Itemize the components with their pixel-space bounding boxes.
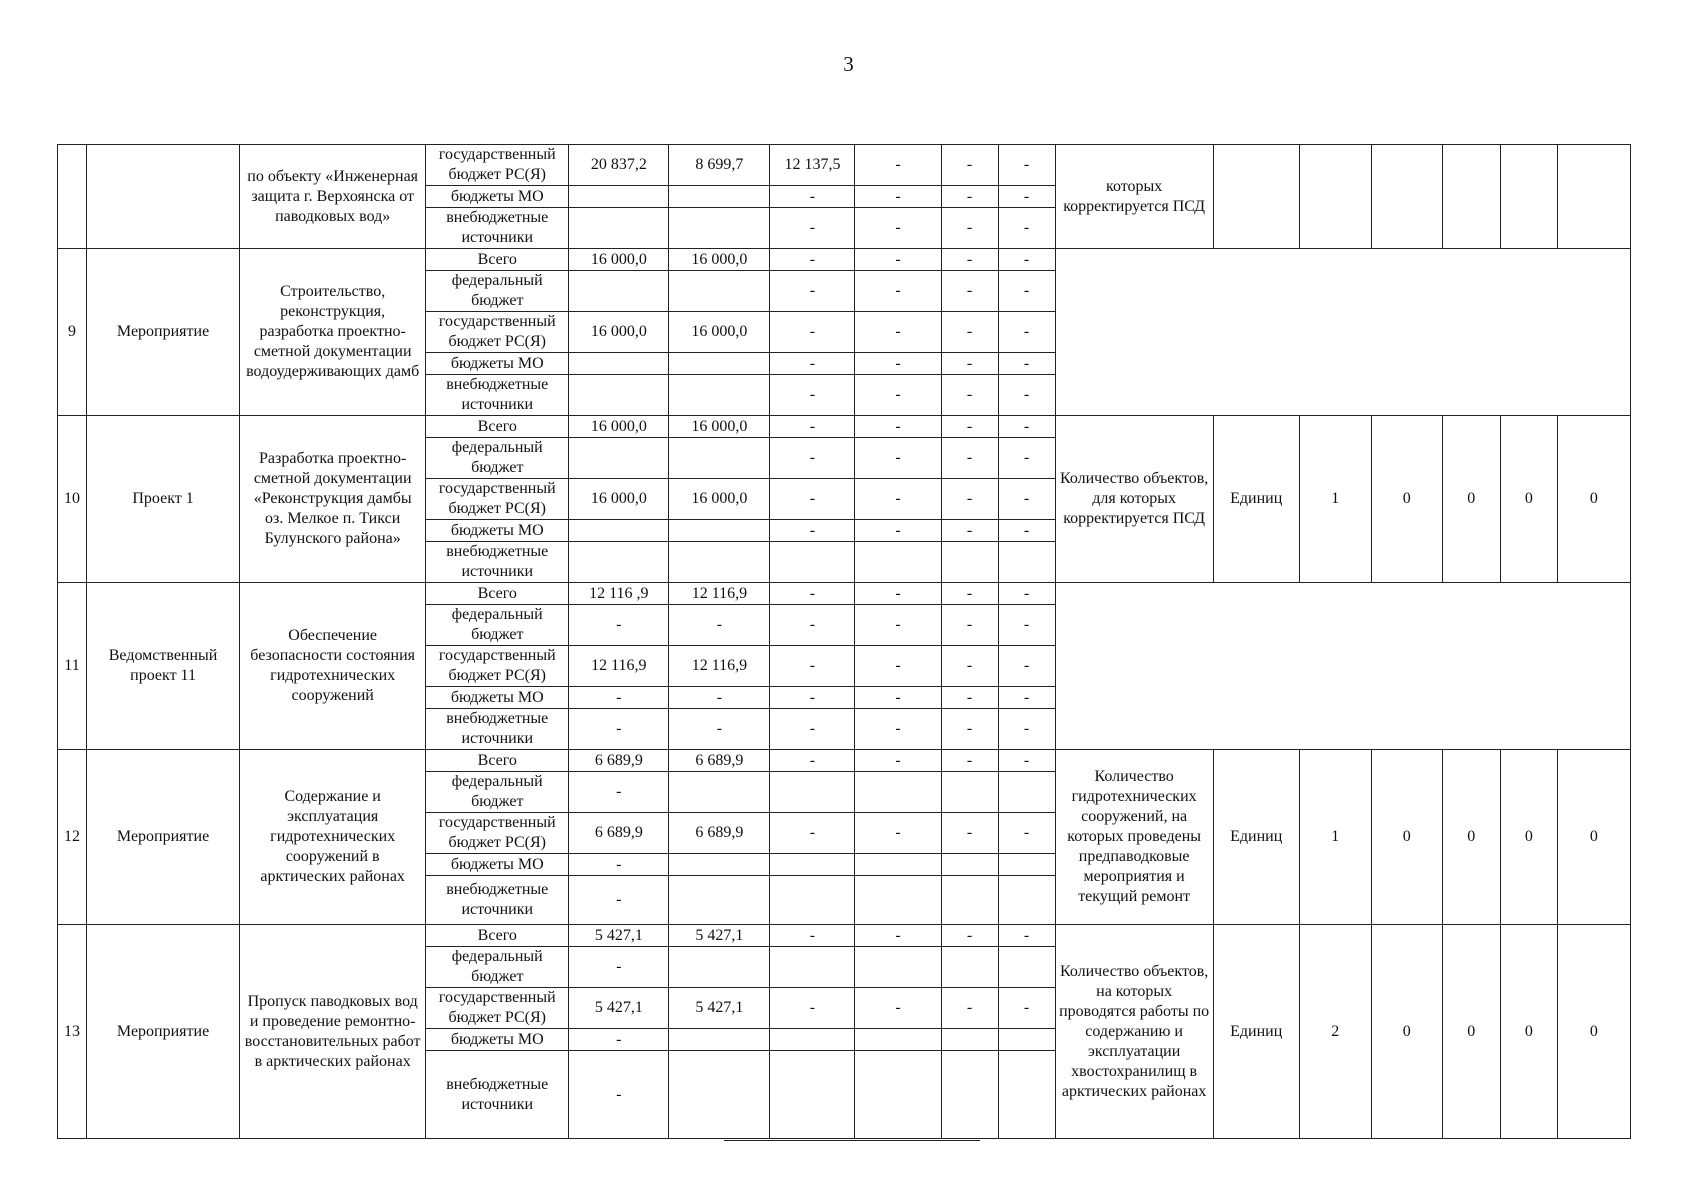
funding-source-label: федеральный бюджет — [426, 605, 569, 646]
funding-source-label: Всего — [426, 925, 569, 947]
funding-value: - — [998, 353, 1055, 375]
table-row — [58, 145, 1631, 186]
funding-value: - — [855, 375, 941, 416]
funding-value: - — [770, 520, 855, 542]
funding-value: - — [770, 479, 855, 520]
funding-value — [855, 854, 941, 876]
footnote-separator-line — [724, 1140, 980, 1141]
funding-value: - — [941, 353, 998, 375]
funding-value: - — [770, 208, 855, 249]
funding-value — [569, 353, 669, 375]
funding-value: - — [941, 583, 998, 605]
funding-source-label: федеральный бюджет — [426, 947, 569, 988]
funding-value: - — [569, 709, 669, 750]
funding-value: - — [855, 271, 941, 312]
funding-source-label: государственный бюджет РС(Я) — [426, 813, 569, 854]
funding-value: - — [998, 687, 1055, 709]
indicator-target-value: 0 — [1500, 925, 1557, 1139]
indicator-target-value: 0 — [1500, 750, 1557, 925]
funding-value — [941, 854, 998, 876]
table-row — [58, 583, 1631, 605]
row-number: 11 — [58, 583, 87, 750]
funding-source-label: внебюджетные источники — [426, 542, 569, 583]
funding-source-label: бюджеты МО — [426, 353, 569, 375]
funding-value: - — [855, 353, 941, 375]
funding-value — [669, 876, 770, 925]
funding-value — [669, 542, 770, 583]
funding-value — [669, 1051, 770, 1139]
funding-value: 5 427,1 — [569, 925, 669, 947]
indicator-target-value: 0 — [1371, 925, 1442, 1139]
table-row — [58, 416, 1631, 438]
funding-value: 16 000,0 — [569, 479, 669, 520]
funding-value: - — [855, 687, 941, 709]
row-description: Строительство, реконструкция, разработка проектно-сметной документации водоудерживающих дамб — [240, 249, 426, 416]
funding-value: - — [770, 709, 855, 750]
funding-value: 16 000,0 — [669, 479, 770, 520]
funding-source-label: внебюджетные источники — [426, 709, 569, 750]
funding-source-label: бюджеты МО — [426, 854, 569, 876]
funding-value: - — [941, 438, 998, 479]
funding-value: - — [941, 416, 998, 438]
funding-value: - — [998, 750, 1055, 772]
funding-value: - — [998, 925, 1055, 947]
funding-value: 20 837,2 — [569, 145, 669, 186]
funding-value: - — [855, 646, 941, 687]
funding-value: - — [998, 988, 1055, 1029]
funding-value — [998, 1051, 1055, 1139]
funding-value: - — [941, 145, 998, 186]
funding-value: - — [770, 312, 855, 353]
funding-value: - — [941, 186, 998, 208]
funding-source-label: федеральный бюджет — [426, 438, 569, 479]
funding-source-label: внебюджетные источники — [426, 1051, 569, 1139]
indicator-unit: Единиц — [1213, 925, 1299, 1139]
funding-value — [941, 772, 998, 813]
funding-source-label: Всего — [426, 249, 569, 271]
row-number: 12 — [58, 750, 87, 925]
funding-source-label: государственный бюджет РС(Я) — [426, 312, 569, 353]
funding-source-label: бюджеты МО — [426, 520, 569, 542]
funding-value: - — [855, 709, 941, 750]
funding-source-label: государственный бюджет РС(Я) — [426, 145, 569, 186]
funding-source-label: государственный бюджет РС(Я) — [426, 646, 569, 687]
funding-value: - — [941, 646, 998, 687]
funding-value: 12 116,9 — [669, 583, 770, 605]
table-row — [58, 249, 1631, 271]
indicator-empty-cell — [1055, 249, 1630, 416]
row-description: Обеспечение безопасности состояния гидротехнических сооружений — [240, 583, 426, 750]
funding-value: - — [770, 646, 855, 687]
funding-value: - — [770, 925, 855, 947]
page-number: 3 — [843, 52, 854, 76]
funding-value — [998, 1029, 1055, 1051]
funding-value: - — [855, 813, 941, 854]
indicator-empty-cell — [1055, 583, 1630, 750]
funding-value: - — [569, 605, 669, 646]
funding-value — [669, 520, 770, 542]
funding-value: - — [770, 375, 855, 416]
funding-value — [669, 1029, 770, 1051]
funding-value — [855, 542, 941, 583]
row-description: Пропуск паводковых вод и проведение ремонтно-восстановительных работ в арктических районах — [240, 925, 426, 1139]
funding-source-label: внебюджетные источники — [426, 208, 569, 249]
funding-value: 6 689,9 — [569, 750, 669, 772]
indicator-target-value: 0 — [1557, 750, 1630, 925]
funding-source-label: государственный бюджет РС(Я) — [426, 479, 569, 520]
funding-value: 5 427,1 — [669, 925, 770, 947]
funding-value: 16 000,0 — [669, 249, 770, 271]
funding-value: 5 427,1 — [669, 988, 770, 1029]
funding-value: - — [998, 271, 1055, 312]
funding-value — [669, 353, 770, 375]
funding-value: 16 000,0 — [569, 416, 669, 438]
funding-value — [669, 375, 770, 416]
funding-value: 12 116 ,9 — [569, 583, 669, 605]
funding-value — [998, 854, 1055, 876]
indicator-target-value: 1 — [1299, 750, 1371, 925]
program-table — [57, 144, 1631, 1139]
funding-value — [855, 947, 941, 988]
funding-value: - — [941, 605, 998, 646]
table-row — [58, 925, 1631, 947]
row-type: Мероприятие — [87, 249, 240, 416]
indicator-target-value: 0 — [1442, 925, 1500, 1139]
funding-value: - — [669, 709, 770, 750]
funding-value: - — [998, 416, 1055, 438]
funding-source-label: федеральный бюджет — [426, 271, 569, 312]
funding-value: - — [669, 687, 770, 709]
funding-value — [669, 772, 770, 813]
funding-value: - — [770, 750, 855, 772]
funding-value — [855, 876, 941, 925]
funding-value: - — [941, 375, 998, 416]
indicator-target-value: 0 — [1500, 416, 1557, 583]
funding-value: 6 689,9 — [669, 813, 770, 854]
funding-value: 6 689,9 — [569, 813, 669, 854]
row-number-cell — [58, 145, 87, 249]
funding-value: - — [770, 416, 855, 438]
funding-value: - — [855, 145, 941, 186]
indicator-unit: Единиц — [1213, 416, 1299, 583]
funding-value: - — [770, 186, 855, 208]
funding-value: - — [941, 988, 998, 1029]
row-type-cell — [87, 145, 240, 249]
indicator-target-value: 0 — [1557, 416, 1630, 583]
row-number: 13 — [58, 925, 87, 1139]
funding-source-label: бюджеты МО — [426, 687, 569, 709]
funding-value — [941, 947, 998, 988]
funding-value: 16 000,0 — [669, 416, 770, 438]
funding-value — [998, 772, 1055, 813]
empty-cell — [1213, 145, 1299, 249]
funding-value — [770, 854, 855, 876]
funding-value — [569, 186, 669, 208]
funding-value — [855, 772, 941, 813]
funding-value: - — [998, 375, 1055, 416]
funding-value: - — [998, 583, 1055, 605]
funding-value: - — [998, 605, 1055, 646]
row-number: 10 — [58, 416, 87, 583]
funding-value: - — [669, 605, 770, 646]
funding-value: - — [998, 646, 1055, 687]
funding-value: - — [770, 687, 855, 709]
funding-source-label: федеральный бюджет — [426, 772, 569, 813]
indicator-target-value: 2 — [1299, 925, 1371, 1139]
funding-value: - — [855, 988, 941, 1029]
funding-value — [669, 947, 770, 988]
funding-source-label: бюджеты МО — [426, 1029, 569, 1051]
funding-value: - — [855, 583, 941, 605]
funding-source-label: Всего — [426, 583, 569, 605]
row-description: Содержание и эксплуатация гидротехнических сооружений в арктических районах — [240, 750, 426, 925]
funding-value: - — [998, 186, 1055, 208]
funding-value — [941, 542, 998, 583]
funding-value — [770, 1051, 855, 1139]
funding-value: - — [855, 186, 941, 208]
funding-value: - — [855, 925, 941, 947]
funding-value — [941, 1029, 998, 1051]
funding-value: 12 116,9 — [669, 646, 770, 687]
funding-value: - — [855, 312, 941, 353]
row-type: Мероприятие — [87, 925, 240, 1139]
funding-source-label: государственный бюджет РС(Я) — [426, 988, 569, 1029]
funding-value — [770, 947, 855, 988]
funding-value: 16 000,0 — [569, 312, 669, 353]
funding-value: - — [569, 1029, 669, 1051]
funding-value: - — [998, 479, 1055, 520]
funding-value — [855, 1029, 941, 1051]
funding-value: - — [855, 520, 941, 542]
funding-value: - — [998, 312, 1055, 353]
funding-value — [669, 208, 770, 249]
funding-value — [998, 876, 1055, 925]
indicator-unit: Единиц — [1213, 750, 1299, 925]
funding-value — [941, 1051, 998, 1139]
funding-value: - — [855, 605, 941, 646]
funding-value: - — [941, 271, 998, 312]
funding-source-label: бюджеты МО — [426, 186, 569, 208]
funding-value: - — [770, 353, 855, 375]
funding-value: 12 137,5 — [770, 145, 855, 186]
funding-value — [669, 854, 770, 876]
indicator-target-value: 0 — [1371, 416, 1442, 583]
row-type: Проект 1 — [87, 416, 240, 583]
funding-value: - — [998, 520, 1055, 542]
funding-value: - — [941, 750, 998, 772]
funding-value: - — [855, 750, 941, 772]
funding-value: 5 427,1 — [569, 988, 669, 1029]
funding-value — [569, 438, 669, 479]
funding-value: - — [569, 854, 669, 876]
funding-value — [669, 186, 770, 208]
row-type: Мероприятие — [87, 750, 240, 925]
table-row — [58, 750, 1631, 772]
funding-value — [770, 542, 855, 583]
funding-value: - — [855, 416, 941, 438]
funding-value — [998, 947, 1055, 988]
funding-source-label: Всего — [426, 750, 569, 772]
funding-value: 12 116,9 — [569, 646, 669, 687]
funding-source-label: внебюджетные источники — [426, 876, 569, 925]
funding-value: - — [569, 947, 669, 988]
funding-value: - — [855, 208, 941, 249]
funding-value: - — [770, 988, 855, 1029]
funding-value: - — [998, 813, 1055, 854]
indicator-description: Количество гидротехнических сооружений, на которых проведены предпаводковые мероприятия и текущий ремонт — [1055, 750, 1213, 925]
funding-value: - — [998, 208, 1055, 249]
funding-value: - — [855, 438, 941, 479]
row-description: по объекту «Инженерная защита г. Верхоянска от паводковых вод» — [240, 145, 426, 249]
row-number: 9 — [58, 249, 87, 416]
indicator-target-value: 0 — [1442, 416, 1500, 583]
empty-cell — [1557, 145, 1630, 249]
empty-cell — [1299, 145, 1371, 249]
funding-value — [569, 375, 669, 416]
funding-value: - — [855, 249, 941, 271]
funding-value — [770, 876, 855, 925]
row-type: Ведомственный проект 11 — [87, 583, 240, 750]
funding-value — [569, 542, 669, 583]
funding-value: - — [998, 438, 1055, 479]
funding-value — [669, 438, 770, 479]
indicator-description: которых корректируется ПСД — [1055, 145, 1213, 249]
funding-value: - — [941, 208, 998, 249]
funding-value: - — [941, 925, 998, 947]
funding-value — [569, 271, 669, 312]
funding-value: 16 000,0 — [569, 249, 669, 271]
funding-value: - — [998, 709, 1055, 750]
funding-value: - — [569, 772, 669, 813]
funding-value: - — [569, 1051, 669, 1139]
funding-value: - — [770, 271, 855, 312]
funding-value: - — [998, 249, 1055, 271]
indicator-target-value: 0 — [1557, 925, 1630, 1139]
indicator-target-value: 0 — [1442, 750, 1500, 925]
empty-cell — [1442, 145, 1500, 249]
empty-cell — [1371, 145, 1442, 249]
funding-value: - — [569, 876, 669, 925]
indicator-target-value: 1 — [1299, 416, 1371, 583]
funding-value — [998, 542, 1055, 583]
row-description: Разработка проектно-сметной документации «Реконструкция дамбы оз. Мелкое п. Тикси Булунского района» — [240, 416, 426, 583]
funding-value — [669, 271, 770, 312]
funding-value: - — [770, 813, 855, 854]
funding-value: - — [941, 709, 998, 750]
funding-value: - — [941, 479, 998, 520]
funding-value — [569, 520, 669, 542]
funding-value: - — [941, 520, 998, 542]
funding-value: - — [941, 813, 998, 854]
funding-value — [770, 1029, 855, 1051]
funding-value: - — [770, 605, 855, 646]
funding-source-label: внебюджетные источники — [426, 375, 569, 416]
funding-value: - — [941, 687, 998, 709]
funding-value — [941, 876, 998, 925]
table-body — [58, 145, 1631, 1139]
funding-value: 16 000,0 — [669, 312, 770, 353]
funding-value: - — [855, 479, 941, 520]
indicator-target-value: 0 — [1371, 750, 1442, 925]
empty-cell — [1500, 145, 1557, 249]
funding-source-label: Всего — [426, 416, 569, 438]
funding-value: - — [770, 583, 855, 605]
indicator-description: Количество объектов, для которых корректируется ПСД — [1055, 416, 1213, 583]
funding-value: - — [998, 145, 1055, 186]
funding-value: 6 689,9 — [669, 750, 770, 772]
funding-value: - — [941, 312, 998, 353]
funding-value — [855, 1051, 941, 1139]
funding-value — [569, 208, 669, 249]
funding-value: - — [770, 438, 855, 479]
funding-value: - — [569, 687, 669, 709]
indicator-description: Количество объектов, на которых проводятся работы по содержанию и эксплуатации хвостохранилищ в арктических районах — [1055, 925, 1213, 1139]
funding-value — [770, 772, 855, 813]
funding-value: - — [770, 249, 855, 271]
funding-value: - — [941, 249, 998, 271]
funding-value: 8 699,7 — [669, 145, 770, 186]
